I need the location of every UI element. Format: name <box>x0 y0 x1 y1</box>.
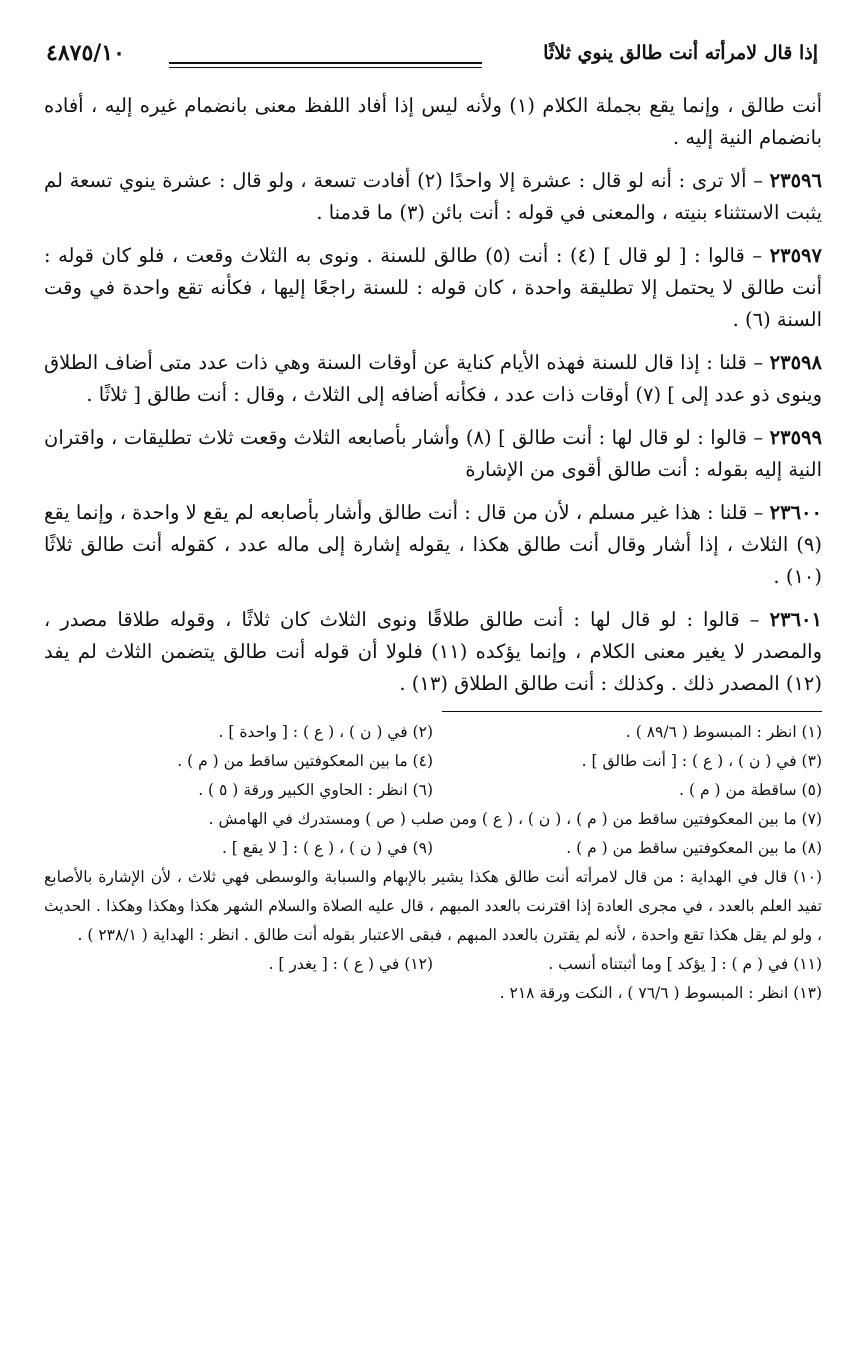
paragraph-number: ٢٣٦٠١ <box>769 608 822 631</box>
page-number: ٤٨٧٥/١٠ <box>46 40 125 66</box>
footnote-row <box>44 950 822 979</box>
paragraph-number: ٢٣٥٩٧ <box>769 244 822 267</box>
paragraph-number: ٢٣٥٩٦ <box>769 169 823 192</box>
footnote-row <box>44 834 822 863</box>
footnote-9: (٩) في ( ن ) ، ( ع ) : [ لا يقع ] . <box>221 839 433 857</box>
main-text <box>44 90 822 700</box>
paragraph-23597 <box>44 240 822 336</box>
footnote-row <box>44 776 822 805</box>
footnote-8: (٨) ما بين المعكوفتين ساقط من ( م ) . <box>566 839 822 857</box>
paragraph-text: – قالوا : [ لو قال ] (٤) : أنت (٥) طالق للسنة . ونوى به الثلاث وقعت ، فلو كان قوله : أنت طالق لا يحتمل إلا تطليقة واحدة ، كان قوله : للسنة راجعًا إليها ، فكأنه تقع واحدة في وقت السنة (٦) . <box>44 244 822 331</box>
paragraph-23598 <box>44 347 822 411</box>
footnote-row <box>44 718 822 747</box>
footnote-3: (٣) في ( ن ) ، ( ع ) : [ أنت طالق ] . <box>581 752 822 770</box>
footnote-13: (١٣) انظر : المبسوط ( ٧٦/٦ ) ، النكت ورقة ٢١٨ . <box>499 984 822 1002</box>
footnote-5: (٥) ساقطة من ( م ) . <box>679 781 822 799</box>
footnote-12: (١٢) في ( ع ) : [ يغدر ] . <box>268 955 433 973</box>
footnote-7: (٧) ما بين المعكوفتين ساقط من ( م ) ، ( ن ) ، ( ع ) ومن صلب ( ص ) ومستدرك في الهامش . <box>208 810 822 828</box>
footnotes <box>44 718 822 1008</box>
footnote-2: (٢) في ( ن ) ، ( ع ) : [ واحدة ] . <box>218 723 433 741</box>
running-title: إذا قال لامرأته أنت طالق ينوي ثلاثًا <box>543 42 818 64</box>
header-rule <box>169 62 482 68</box>
footnote-4: (٤) ما بين المعكوفتين ساقط من ( م ) . <box>177 752 433 770</box>
footnote-row <box>44 747 822 776</box>
paragraph-text: – قلنا : هذا غير مسلم ، لأن من قال : أنت طالق وأشار بأصابعه لم يقع لا واحدة ، وإنما يقع (٩) الثلاث ، إذا أشار وقال أنت طالق هكذا ، يقوله إشارة إلى ماله عدد ، كقوله أنت طالق ثلاثًا (١٠) . <box>44 501 822 588</box>
footnote-11: (١١) في ( م ) : [ يؤكد ] وما أثبتناه أنسب . <box>548 955 822 973</box>
paragraph-number: ٢٣٦٠٠ <box>769 501 822 524</box>
paragraph-23601 <box>44 604 822 700</box>
paragraph-continuation: أنت طالق ، وإنما يقع بجملة الكلام (١) ولأنه ليس إذا أفاد اللفظ معنى بانضمام غيره إليه ، أفاده بانضمام النية إليه . <box>44 94 822 149</box>
paragraph-23596 <box>44 165 822 229</box>
paragraph-text: – ألا ترى : أنه لو قال : عشرة إلا واحدًا (٢) أفادت تسعة ، ولو قال : عشرة ينوي تسعة لم يثبت الاستثناء بنيته ، والمعنى في قوله : أنت بائن (٣) ما قدمنا . <box>44 169 822 224</box>
paragraph-text: – قلنا : إذا قال للسنة فهذه الأيام كناية عن أوقات السنة وهي ذات عدد متى أضاف الطلاق وينوى ذو عدد إلى ] (٧) أوقات ذات عدد ، فكأنه أضافه إلى الثلاث ، وقال : أنت طالق [ ثلاثًا . <box>44 351 822 406</box>
footnote-1: (١) انظر : المبسوط ( ٨٩/٦ ) . <box>625 723 822 741</box>
footnote-separator <box>442 711 822 712</box>
paragraph-text: – قالوا : لو قال لها : أنت طالق ] (٨) وأشار بأصابعه الثلاث وقعت ثلاث تطليقات ، واقتران النية إليه بقوله : أنت طالق أقوى من الإشارة <box>44 426 822 481</box>
page-header <box>44 38 822 76</box>
footnote-10: (١٠) قال في الهداية : من قال لامرأته أنت طالق هكذا يشير بالإبهام والسبابة والوسطى فهي ثلاث ، لأن الإشارة بالأصابع تفيد العلم بالعدد ، في مجرى العادة إذا اقترنت بالعدد المبهم ، قال عليه الصلاة والسلام الشهر هكذا وهكذا وهكذا . الحديث ، ولو لم يقل هكذا تقع واحدة ، لأنه لم يقترن بالعدد المبهم ، فبقى الاعتبار بقوله أنت طالق . انظر : الهداية ( ٢٣٨/١ ) . <box>44 868 822 944</box>
paragraph-number: ٢٣٥٩٨ <box>769 351 822 374</box>
paragraph-23599 <box>44 422 822 486</box>
paragraph-text: – قالوا : لو قال لها : أنت طالق طلاقًا ونوى الثلاث كان ثلاثًا ، وقوله طلاقا مصدر ، والمصدر لا يغير معنى الكلام ، وإنما يؤكده (١١) فلولا أن قوله أنت طالق يتضمن الثلاث لم يفد (١٢) المصدر ذلك . وكذلك : أنت طالق الطلاق (١٣) . <box>44 608 822 695</box>
paragraph-23600 <box>44 497 822 593</box>
footnote-6: (٦) انظر : الحاوي الكبير ورقة ( ٥ ) . <box>198 781 433 799</box>
paragraph-number: ٢٣٥٩٩ <box>769 426 823 449</box>
